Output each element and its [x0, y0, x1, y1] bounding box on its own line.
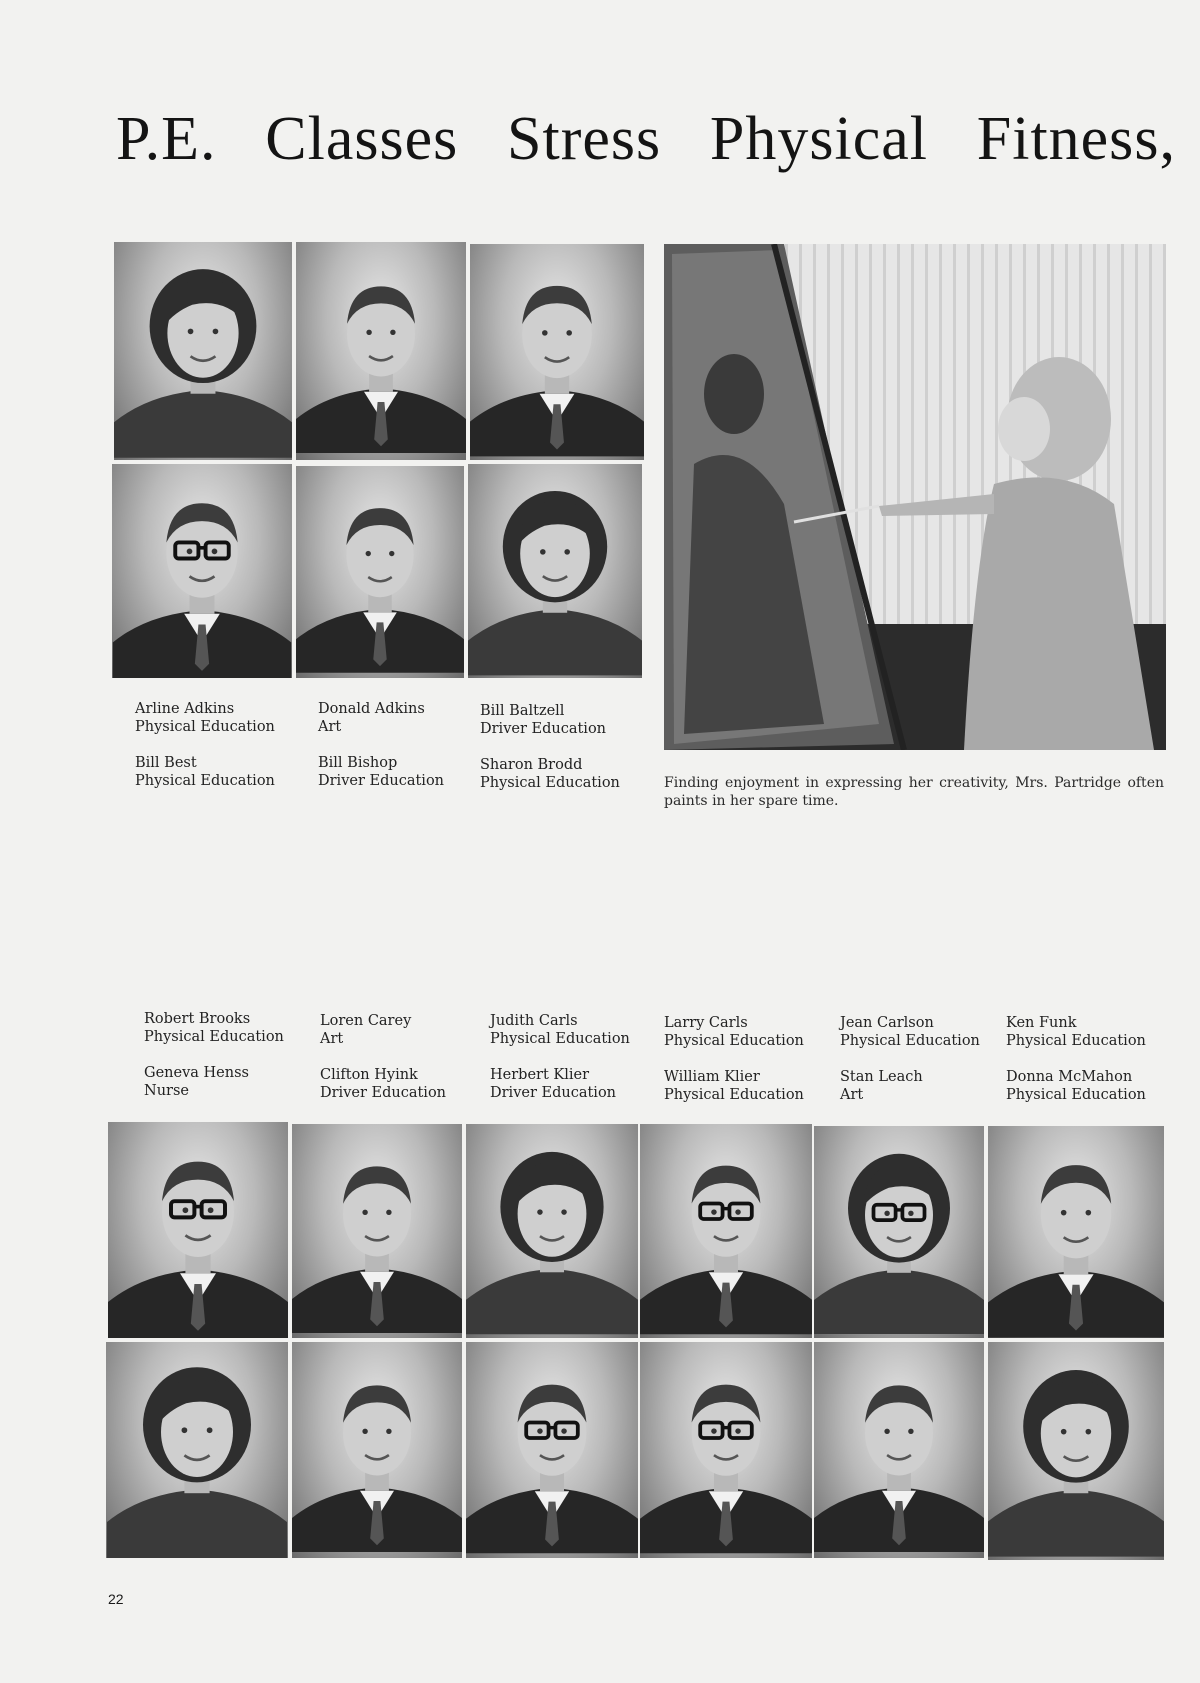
staff-role: Driver Education [480, 721, 607, 737]
page-number: 22 [108, 1591, 124, 1607]
staff-entry [664, 1014, 804, 1050]
portrait-eye [908, 1211, 913, 1216]
portrait-eye [362, 1429, 367, 1434]
portrait-eye [386, 1429, 391, 1434]
staff-name: Stan Leach [840, 1069, 923, 1085]
portrait-eye [711, 1428, 717, 1434]
staff-name: Bill Bishop [318, 755, 398, 771]
staff-entry [320, 1012, 411, 1048]
portrait-eye [1061, 1210, 1067, 1216]
staff-name: Jean Carlson [840, 1015, 934, 1031]
staff-name: Clifton Hyink [320, 1067, 418, 1083]
staff-entry [480, 702, 606, 738]
portrait-eye [542, 330, 548, 336]
staff-name: Donna McMahon [1006, 1069, 1133, 1085]
staff-name: Loren Carey [320, 1013, 412, 1029]
staff-name: Larry Carls [664, 1015, 748, 1031]
portrait-eye [213, 329, 219, 335]
staff-name: Donald Adkins [318, 701, 425, 717]
staff-role: Physical Education [664, 1033, 804, 1049]
portrait-eye [366, 551, 371, 556]
portrait-eye [386, 1210, 391, 1215]
staff-role: Driver Education [318, 773, 445, 789]
staff-entry [490, 1066, 616, 1102]
staff-name: Robert Brooks [144, 1011, 251, 1027]
portrait-eye [212, 549, 218, 555]
staff-role: Physical Education [144, 1029, 284, 1045]
photo-caption: Finding enjoyment in expressing her creativity, Mrs. Partridge often paints in her spare time. [664, 775, 1164, 809]
portrait-eye [561, 1209, 567, 1215]
staff-role: Art [318, 719, 342, 735]
portrait-eye [1061, 1429, 1067, 1435]
portrait-eye [390, 330, 395, 335]
portrait-photo [112, 464, 292, 678]
portrait-photo [640, 1124, 812, 1338]
portrait-photo [468, 464, 642, 678]
portrait-eye [908, 1429, 913, 1434]
portrait-eye [187, 549, 193, 555]
staff-role: Physical Education [135, 773, 275, 789]
portrait-photo [466, 1124, 638, 1338]
portrait-eye [561, 1428, 567, 1434]
portrait-photo [106, 1342, 288, 1558]
portrait-body [988, 1490, 1164, 1557]
title-word: Classes [265, 105, 459, 173]
portrait-photo [292, 1124, 462, 1338]
portrait-eye [566, 330, 572, 336]
staff-name: Herbert Klier [490, 1067, 590, 1083]
staff-role: Art [320, 1031, 344, 1047]
staff-entry [1006, 1014, 1146, 1050]
title-word: P.E. [116, 105, 217, 173]
portrait-photo [292, 1342, 462, 1558]
portrait-eye [188, 329, 194, 335]
portrait-eye [207, 1427, 213, 1433]
staff-role: Physical Education [1006, 1033, 1146, 1049]
portrait-photo [814, 1126, 984, 1338]
staff-entry [320, 1066, 446, 1102]
staff-entry [490, 1012, 630, 1048]
staff-name: Ken Funk [1006, 1015, 1077, 1031]
staff-entry [664, 1068, 804, 1104]
staff-name: Bill Baltzell [480, 703, 565, 719]
portrait-photo [470, 244, 644, 460]
staff-name: Sharon Brodd [480, 757, 583, 773]
portrait-eye [182, 1427, 188, 1433]
feature-photo-painter [664, 244, 1166, 750]
portrait-eye [540, 549, 546, 555]
portrait-body [107, 1490, 287, 1558]
portrait-body [814, 1269, 984, 1334]
portrait-eye [564, 549, 570, 555]
portrait-eye [1086, 1429, 1092, 1435]
portrait-eye [711, 1209, 717, 1215]
portrait-photo [640, 1342, 812, 1558]
portrait-photo [814, 1342, 984, 1558]
portrait-body [468, 609, 642, 675]
staff-entry [1006, 1068, 1146, 1104]
portrait-eye [389, 551, 394, 556]
staff-role: Physical Education [1006, 1087, 1146, 1103]
portrait-eye [362, 1210, 367, 1215]
portrait-eye [537, 1209, 543, 1215]
portrait-photo [988, 1126, 1164, 1338]
staff-entry [318, 754, 444, 790]
staff-role: Physical Education [490, 1031, 630, 1047]
staff-name: Bill Best [135, 755, 197, 771]
staff-role: Physical Education [840, 1033, 980, 1049]
staff-entry [840, 1014, 980, 1050]
portrait-eye [366, 330, 371, 335]
staff-entry [144, 1010, 284, 1046]
portrait-eye [735, 1428, 741, 1434]
staff-name: Arline Adkins [135, 701, 235, 717]
staff-entry [480, 756, 620, 792]
portrait-eye [208, 1207, 214, 1213]
staff-name: Geneva Henss [144, 1065, 249, 1081]
staff-name: Judith Carls [490, 1013, 578, 1029]
staff-role: Driver Education [490, 1085, 617, 1101]
portrait-eye [884, 1211, 889, 1216]
staff-entry [840, 1068, 923, 1104]
staff-role: Physical Education [480, 775, 620, 791]
portrait-eye [537, 1428, 543, 1434]
portrait-eye [735, 1209, 741, 1215]
title-word: Stress [506, 105, 662, 173]
page-title [116, 104, 1176, 175]
portrait-eye [884, 1429, 889, 1434]
staff-role: Physical Education [135, 719, 275, 735]
staff-entry [318, 700, 425, 736]
staff-entry [144, 1064, 249, 1100]
portrait-photo [114, 242, 292, 460]
portrait-photo [988, 1342, 1164, 1560]
portrait-eye [183, 1207, 189, 1213]
title-word: Physical [709, 105, 928, 173]
portrait-photo [108, 1122, 288, 1338]
portrait-photo [296, 466, 464, 678]
staff-entry [135, 700, 275, 736]
portrait-eye [1086, 1210, 1092, 1216]
portrait-photo [296, 242, 466, 460]
staff-name: William Klier [664, 1069, 760, 1085]
portrait-body [114, 390, 292, 458]
staff-role: Nurse [144, 1083, 189, 1099]
portrait-photo [466, 1342, 638, 1558]
portrait-body [466, 1269, 638, 1334]
title-word: Fitness, [976, 105, 1176, 173]
staff-role: Art [840, 1087, 864, 1103]
staff-entry [135, 754, 275, 790]
staff-role: Driver Education [320, 1085, 447, 1101]
staff-role: Physical Education [664, 1087, 804, 1103]
